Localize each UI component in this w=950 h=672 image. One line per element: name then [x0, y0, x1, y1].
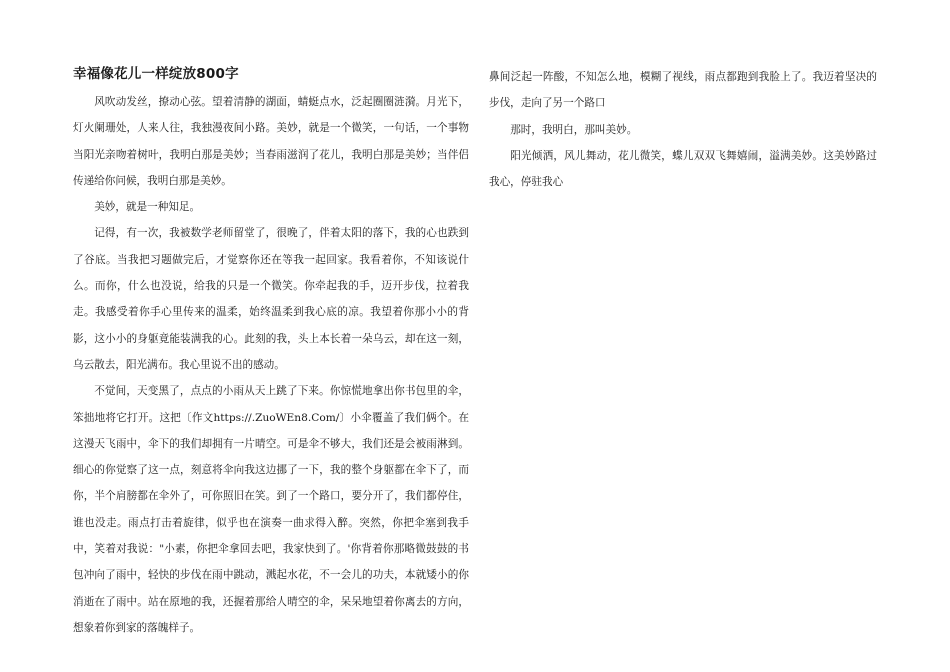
paragraph: 风吹动发丝，撩动心弦。望着清静的湖面，蜻蜓点水，泛起圈圈涟漪。月光下，灯火阑珊处，人来人往，我独漫夜间小路。美妙，就是一个微笑，一句话，一个事物当阳光亲吻着树叶，我明白那是美妙；当春雨滋润了花儿，我明白那是美妙；当伴侣传递给你问候，我明白那是美妙。 [73, 96, 469, 187]
paragraph: 那时，我明白，那叫美妙。 [510, 123, 638, 136]
paragraph: 阳光倾洒，风儿舞动，花儿微笑，蝶儿双双飞舞嬉闹，溢满美妙。这美妙路过我心，停驻我心 [489, 149, 877, 189]
paragraph-continuation: 鼻间泛起一阵酸，不知怎么地，模糊了视线，雨点都跑到我脸上了。我迈着坚决的步伐，走向了另一个路口 [489, 71, 877, 110]
left-column [73, 64, 469, 641]
right-column [489, 64, 877, 195]
paragraph: 不觉间，天变黑了，点点的小雨从天上跳了下来。你惊慌地拿出你书包里的伞，笨拙地将它打开。这把〔作文https://.ZuoWEn8.Com/〕小伞覆盖了我们俩个。在这漫天飞雨中，伞下的我们却拥有一片晴空。可是伞不够大，我们还是会被雨淋到。细心的你觉察了这一点，刻意将伞向我这边挪了一下，我的整个身躯都在伞下了，而你，半个肩膀都在伞外了，可你照旧在笑。到了一个路口，要分开了，我们都停住，谁也没走。雨点打击着旋律，似乎也在演奏一曲求得入醉。突然，你把伞塞到我手中，笑着对我说："小素，你把伞拿回去吧，我家快到了。'你背着你那略微鼓鼓的书包冲向了雨中，轻快的步伐在雨中跳动，溅起水花，不一会儿的功夫，本就矮小的你消逝在了雨中。站在原地的我，还握着那给人晴空的伞，呆呆地望着你离去的方向，想象着你到家的落魄样子。 [73, 385, 469, 634]
paragraph: 美妙，就是一种知足。 [94, 201, 201, 214]
paragraph: 记得，有一次，我被数学老师留堂了，很晚了，伴着太阳的落下，我的心也跌到了谷底。当我把习题做完后，才觉察你还在等我一起回家。我看着你，不知该说什么。而你，什么也没说，给我的只是一个微笑。你牵起我的手，迈开步伐，拉着我走。我感受着你手心里传来的温柔，始终温柔到我心底的凉。我望着你那小小的背影，这小小的身躯竟能装满我的心。此刻的我，头上本长着一朵乌云，却在这一刻，乌云散去，阳光满布。我心里说不出的感动。 [73, 227, 469, 371]
document-title: 幸福像花儿一样绽放800字 [73, 66, 239, 82]
